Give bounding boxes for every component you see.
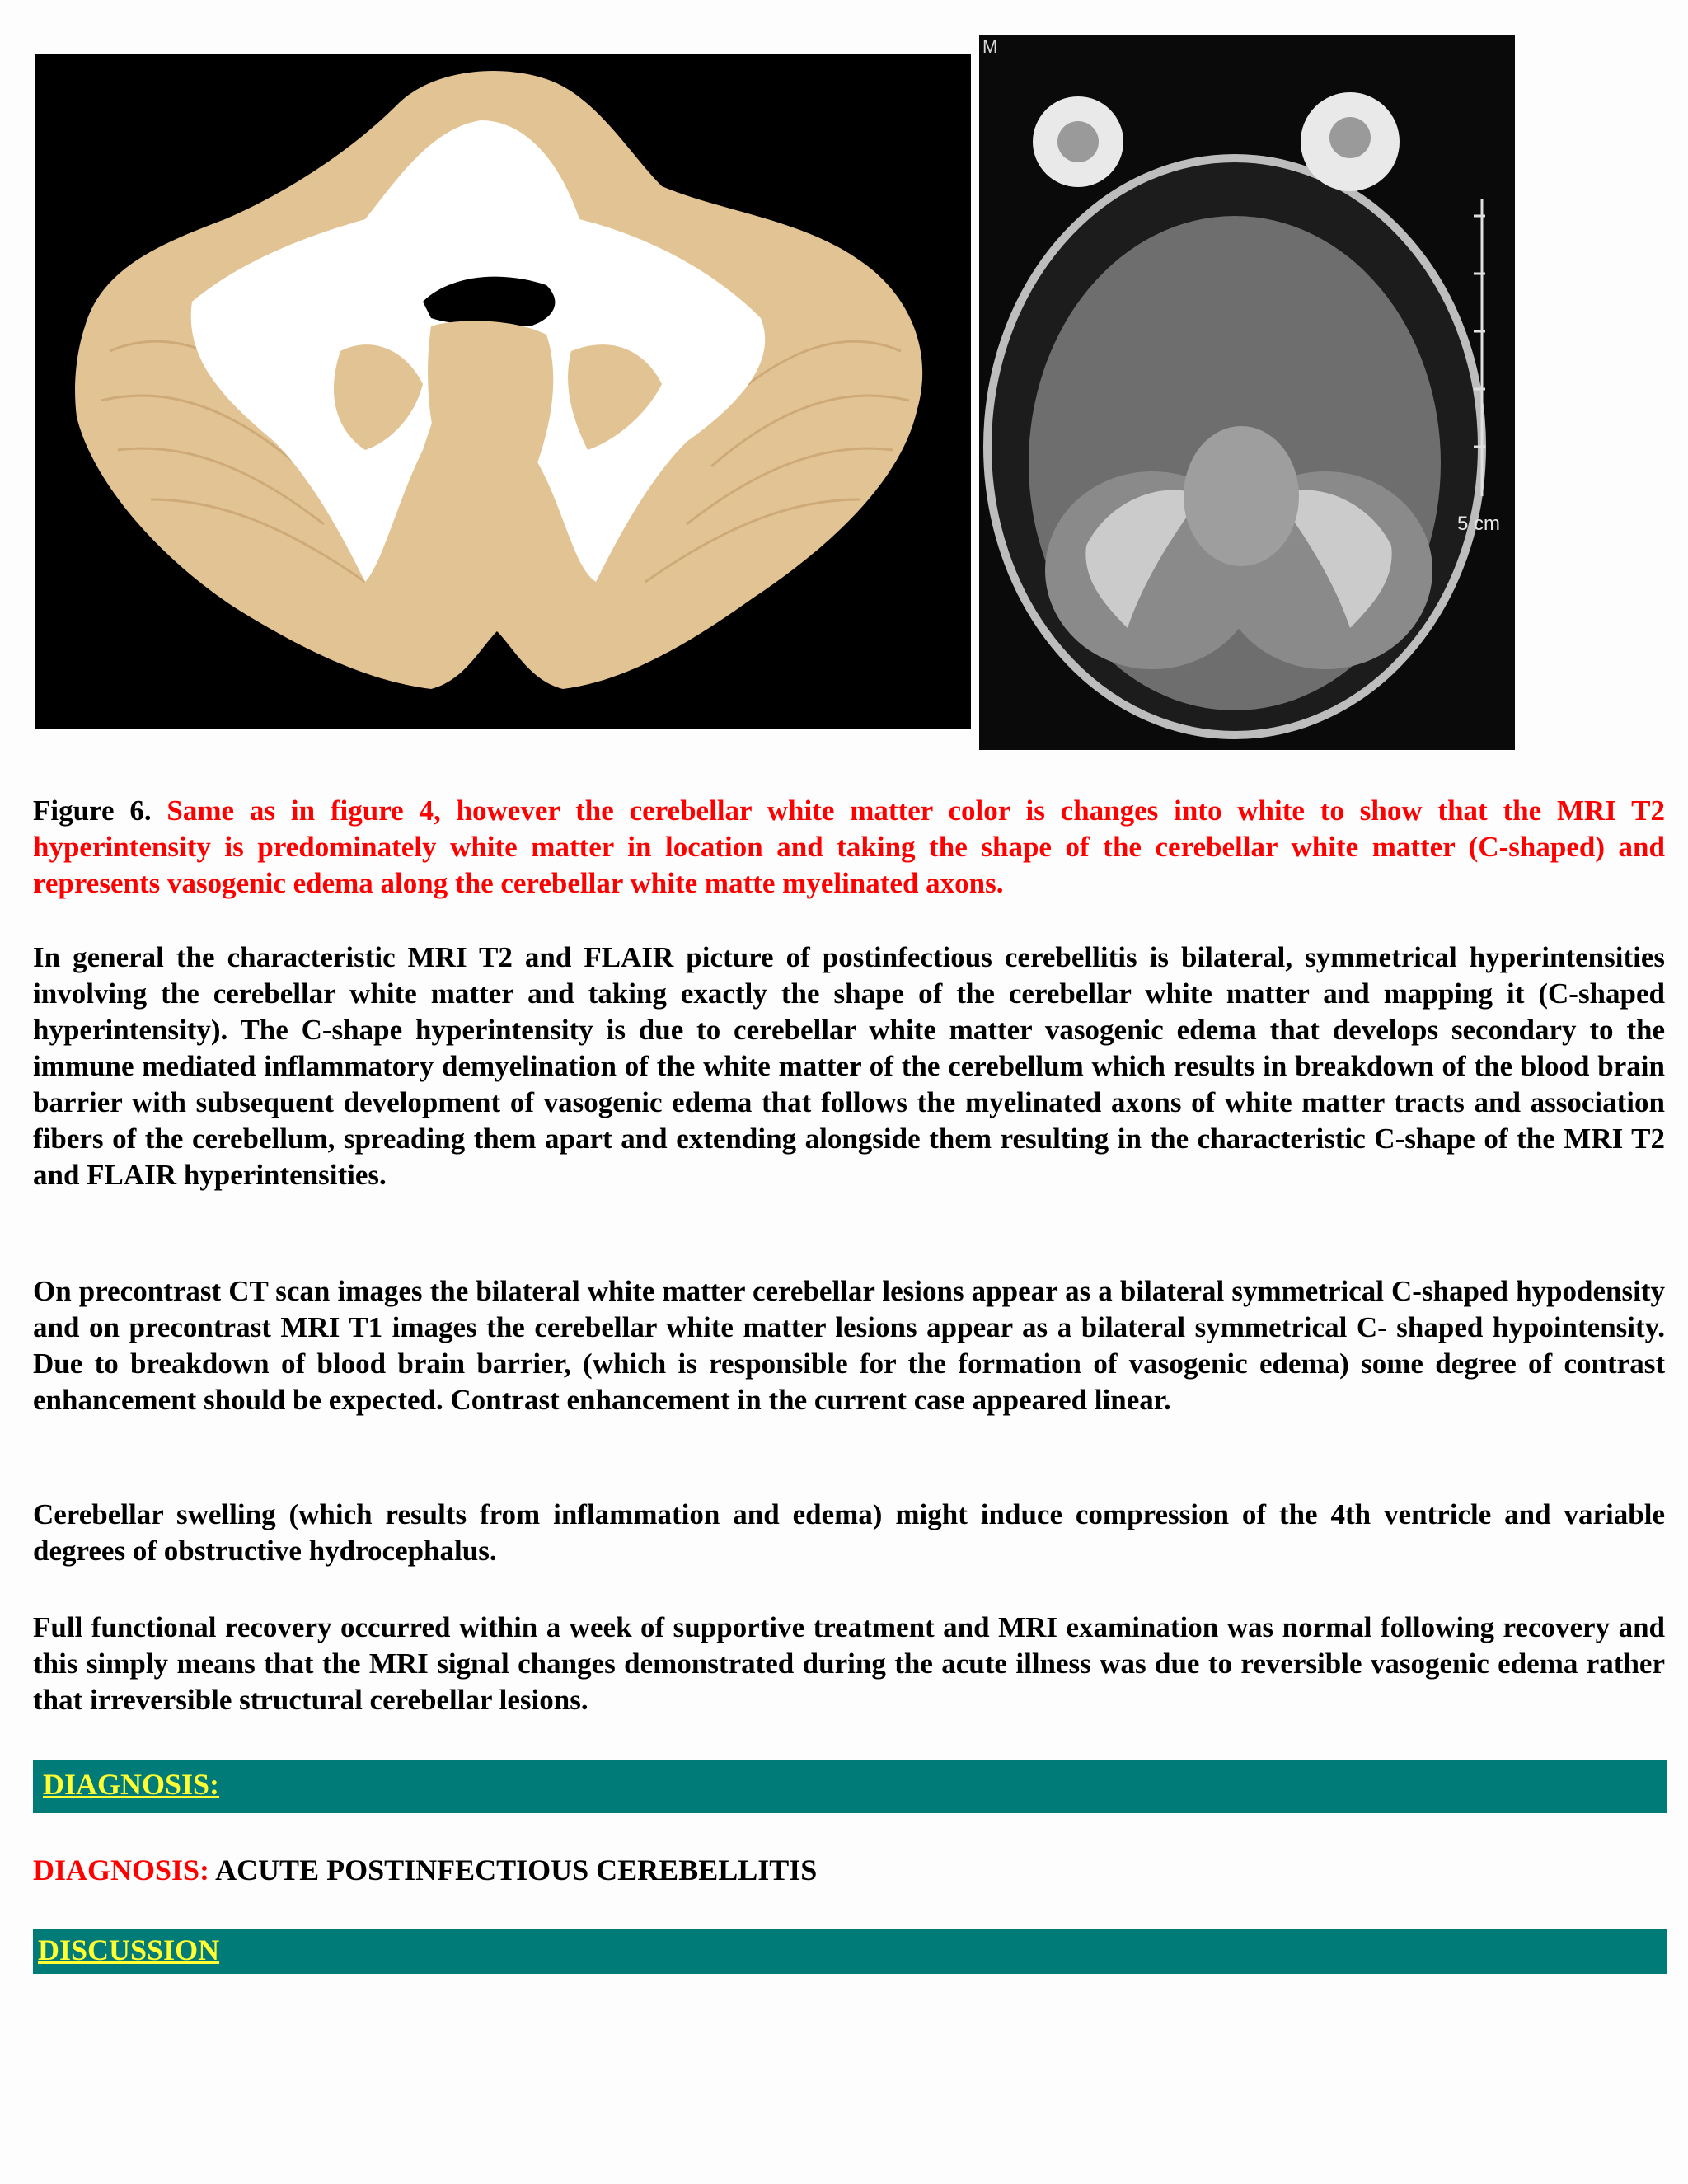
paragraph-recovery: Full functional recovery occurred within a week of supportive treatment and MRI examination was normal following recovery and this simply means that the MRI signal changes demonstrated during the acute illness was due to reversible vasogenic edema rather that irreversible structural cerebellar lesions. <box>33 1611 1665 1716</box>
mri-axial-image <box>979 35 1515 750</box>
diagnosis-line <box>33 1853 817 1887</box>
paragraph-cerebellar-swelling: Cerebellar swelling (which results from inflammation and edema) might induce compression of the 4th ventricle and variable degrees of obstructive hydrocephalus. <box>33 1498 1665 1567</box>
diagnosis-value: ACUTE POSTINFECTIOUS CEREBELLITIS <box>215 1854 818 1886</box>
discussion-header-link[interactable]: DISCUSSION <box>38 1933 220 1966</box>
paragraph-ct-findings: On precontrast CT scan images the bilateral white matter cerebellar lesions appear as a bilateral symmetrical C-shaped hypodensity and on precontrast MRI T1 images the cerebellar white matter lesions appear as a bilateral symmetrical C- shaped hypointensity. Due to breakdown of blood brain barrier, (which is responsible for the formation of vasogenic edema) some degree of contrast enhancement should be expected. Contrast enhancement in the current case appeared linear. <box>33 1275 1665 1416</box>
discussion-section-header <box>33 1929 1667 1974</box>
diagnosis-label: DIAGNOSIS: <box>33 1854 216 1886</box>
caption-label: Figure 6. <box>33 794 167 827</box>
diagnosis-section-header <box>33 1760 1667 1813</box>
paragraph-mri-picture: In general the characteristic MRI T2 and FLAIR picture of postinfectious cerebellitis is bilateral, symmetrical hyperintensities involving the cerebellar white matter and taking exactly the shape of the cerebellar white matter and mapping it (C-shaped hyperintensity). The C-shape hyperintensity is due to cerebellar white matter vasogenic edema that develops secondary to the immune mediated inflammatory demyelination of the white matter of the cerebellum which results in breakdown of the blood brain barrier with subsequent development of vasogenic edema that follows the myelinated axons of white matter tracts and association fibers of the cerebellum, spreading them apart and extending alongside them resulting in the characteristic C-shape of the MRI T2 and FLAIR hyperintensities. <box>33 941 1665 1191</box>
diagnosis-header-link[interactable]: DIAGNOSIS: <box>43 1768 220 1801</box>
cerebellum-specimen-image <box>35 54 971 729</box>
figure-caption <box>33 793 1665 902</box>
mri-scale-label: 5 cm <box>1457 513 1501 535</box>
caption-text: Same as in figure 4, however the cerebellar white matter color is changes into white to show that the MRI T2 hyperintensity is predominately white matter in location and taking the shape of the cerebellar white matter (C-shaped) and represents vasogenic edema along the cerebellar white matte myelinated axons. <box>33 794 1665 899</box>
mri-corner-label: M <box>982 36 998 57</box>
